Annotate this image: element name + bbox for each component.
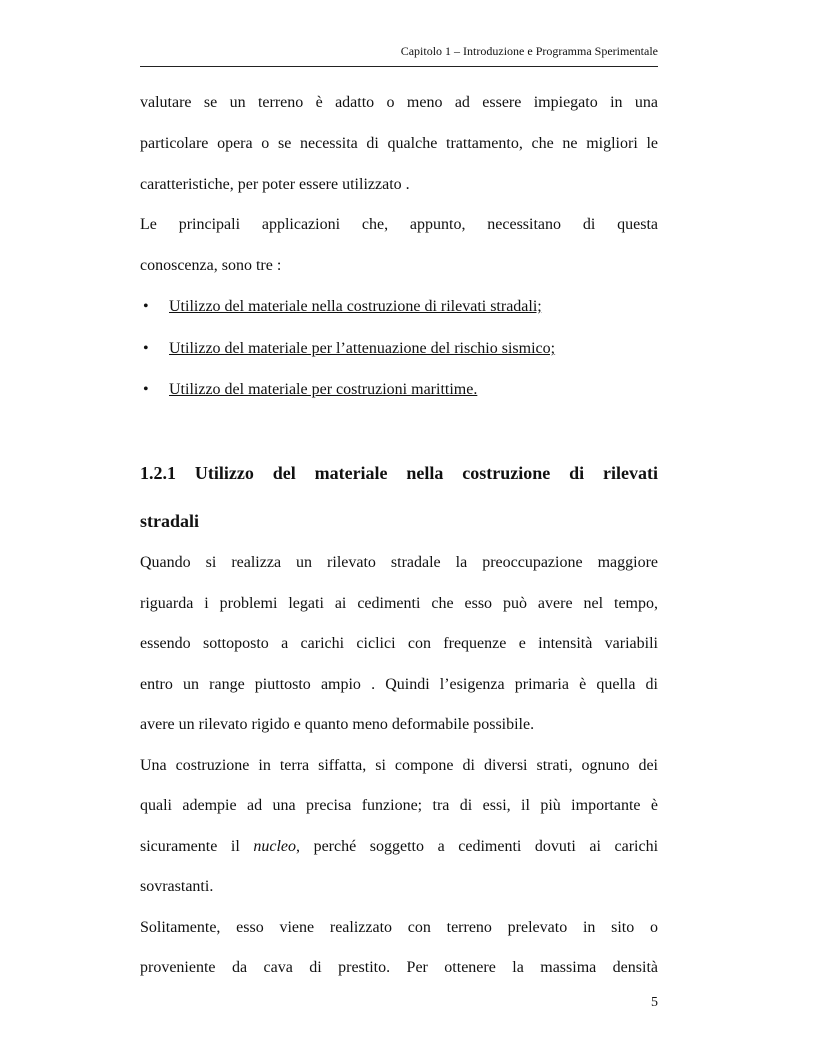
body-line: valutare se un terreno è adatto o meno ad essere impiegato in una (140, 94, 658, 111)
emphasis-term: nucleo (253, 838, 296, 855)
body-line: Le principali applicazioni che, appunto, necessitano di questa (140, 216, 658, 233)
body-line: quali adempie ad una precisa funzione; tra di essi, il più importante è (140, 797, 658, 814)
body-line: avere un rilevato rigido e quanto meno deformabile possibile. (140, 716, 535, 733)
bullet-icon: • (143, 340, 149, 357)
body-line: Solitamente, esso viene realizzato con terreno prelevato in sito o (140, 919, 658, 936)
body-line: conoscenza, sono tre : (140, 257, 282, 274)
text-run: sicuramente il (140, 838, 240, 855)
body-line: particolare opera o se necessita di qualche trattamento, che ne migliori le (140, 135, 658, 152)
body-line: caratteristiche, per poter essere utilizzato . (140, 176, 410, 193)
bullet-icon: • (143, 298, 149, 315)
body-line: Una costruzione in terra siffatta, si compone di diversi strati, ognuno dei (140, 757, 658, 774)
section-heading-cont: stradali (140, 511, 200, 531)
body-line-with-emphasis (140, 837, 658, 857)
list-item: Utilizzo del materiale per l’attenuazione del rischio sismico; (169, 340, 556, 357)
body-line: Quando si realizza un rilevato stradale la preoccupazione maggiore (140, 554, 658, 571)
header-rule (140, 66, 658, 67)
list-item: Utilizzo del materiale per costruzioni marittime. (169, 381, 478, 398)
body-line: sovrastanti. (140, 878, 214, 895)
body-line: essendo sottoposto a carichi ciclici con frequenze e intensità variabili (140, 635, 658, 652)
running-header: Capitolo 1 – Introduzione e Programma Sperimentale (400, 44, 658, 58)
page-number: 5 (651, 995, 658, 1010)
body-line: proveniente da cava di prestito. Per ottenere la massima densità (140, 959, 658, 976)
text-run: , perché soggetto a cedimenti dovuti ai carichi (296, 838, 659, 855)
body-line: riguarda i problemi legati ai cedimenti che esso può avere nel tempo, (140, 595, 658, 612)
section-heading: 1.2.1 Utilizzo del materiale nella costruzione di rilevati (140, 463, 658, 483)
bullet-icon: • (143, 381, 149, 398)
list-item: Utilizzo del materiale nella costruzione di rilevati stradali; (169, 298, 542, 315)
body-line: entro un range piuttosto ampio . Quindi l’esigenza primaria è quella di (140, 676, 658, 693)
